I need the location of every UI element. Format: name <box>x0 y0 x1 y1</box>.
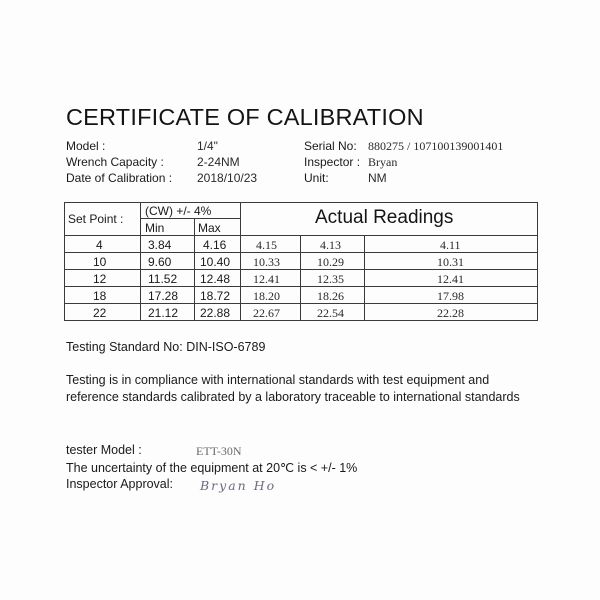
unit-label: Unit: <box>304 171 329 185</box>
row-reading-3: 17.98 <box>437 289 464 303</box>
row-reading-1: 4.15 <box>256 238 277 252</box>
row-min: 9.60 <box>148 255 172 269</box>
row-reading-3: 4.11 <box>440 238 461 252</box>
tester-model-value: ETT-30N <box>196 444 242 458</box>
row-set-point: 22 <box>93 306 107 320</box>
actual-readings-header: Actual Readings <box>315 207 454 228</box>
row-min: 17.28 <box>148 289 179 303</box>
model-value: 1/4" <box>197 139 218 153</box>
row-reading-2: 4.13 <box>320 238 341 252</box>
inspector-label: Inspector : <box>304 155 361 169</box>
wrench-capacity-label: Wrench Capacity : <box>66 155 164 169</box>
row-max: 12.48 <box>200 272 231 286</box>
row-reading-1: 12.41 <box>253 272 280 286</box>
set-point-header: Set Point : <box>68 212 124 226</box>
row-reading-2: 18.26 <box>317 289 344 303</box>
min-header: Min <box>145 221 165 235</box>
row-reading-1: 18.20 <box>253 289 280 303</box>
row-min: 3.84 <box>148 238 172 252</box>
uncertainty-statement: The uncertainty of the equipment at 20℃ is < +/- 1% <box>66 461 358 475</box>
compliance-line-1: Testing is in compliance with international standards with test equipment and <box>66 373 490 387</box>
row-reading-3: 12.41 <box>437 272 464 286</box>
serial-no-label: Serial No: <box>304 139 357 153</box>
testing-standard: Testing Standard No: DIN-ISO-6789 <box>66 340 266 354</box>
row-reading-2: 22.54 <box>317 306 344 320</box>
row-set-point: 10 <box>93 255 107 269</box>
row-max: 18.72 <box>200 289 231 303</box>
model-label: Model : <box>66 139 106 153</box>
row-reading-2: 10.29 <box>317 255 344 269</box>
tolerance-header: (CW) +/- 4% <box>145 204 212 218</box>
compliance-line-2: reference standards calibrated by a laboratory traceable to international standards <box>66 390 520 404</box>
row-set-point: 12 <box>93 272 107 286</box>
serial-no-value: 880275 / 107100139001401 <box>368 139 504 153</box>
inspector-approval-label: Inspector Approval: <box>66 477 174 491</box>
row-max: 10.40 <box>200 255 231 269</box>
row-min: 21.12 <box>148 306 179 320</box>
row-reading-1: 10.33 <box>253 255 280 269</box>
row-reading-1: 22.67 <box>253 306 280 320</box>
calibration-date-label: Date of Calibration : <box>66 171 173 185</box>
tester-model-label: tester Model : <box>66 443 142 457</box>
row-reading-3: 22.28 <box>437 306 464 320</box>
row-set-point: 4 <box>96 238 103 252</box>
inspector-signature: Bryan Ho <box>200 478 277 493</box>
row-max: 4.16 <box>203 238 227 252</box>
row-reading-2: 12.35 <box>317 272 344 286</box>
calibration-date-value: 2018/10/23 <box>197 171 258 185</box>
unit-value: NM <box>368 171 387 185</box>
certificate-title: CERTIFICATE OF CALIBRATION <box>66 104 424 130</box>
row-max: 22.88 <box>200 306 231 320</box>
inspector-value: Bryan <box>368 155 398 169</box>
row-set-point: 18 <box>93 289 107 303</box>
row-min: 11.52 <box>148 272 178 286</box>
max-header: Max <box>198 221 221 235</box>
wrench-capacity-value: 2-24NM <box>197 155 240 169</box>
row-reading-3: 10.31 <box>437 255 464 269</box>
